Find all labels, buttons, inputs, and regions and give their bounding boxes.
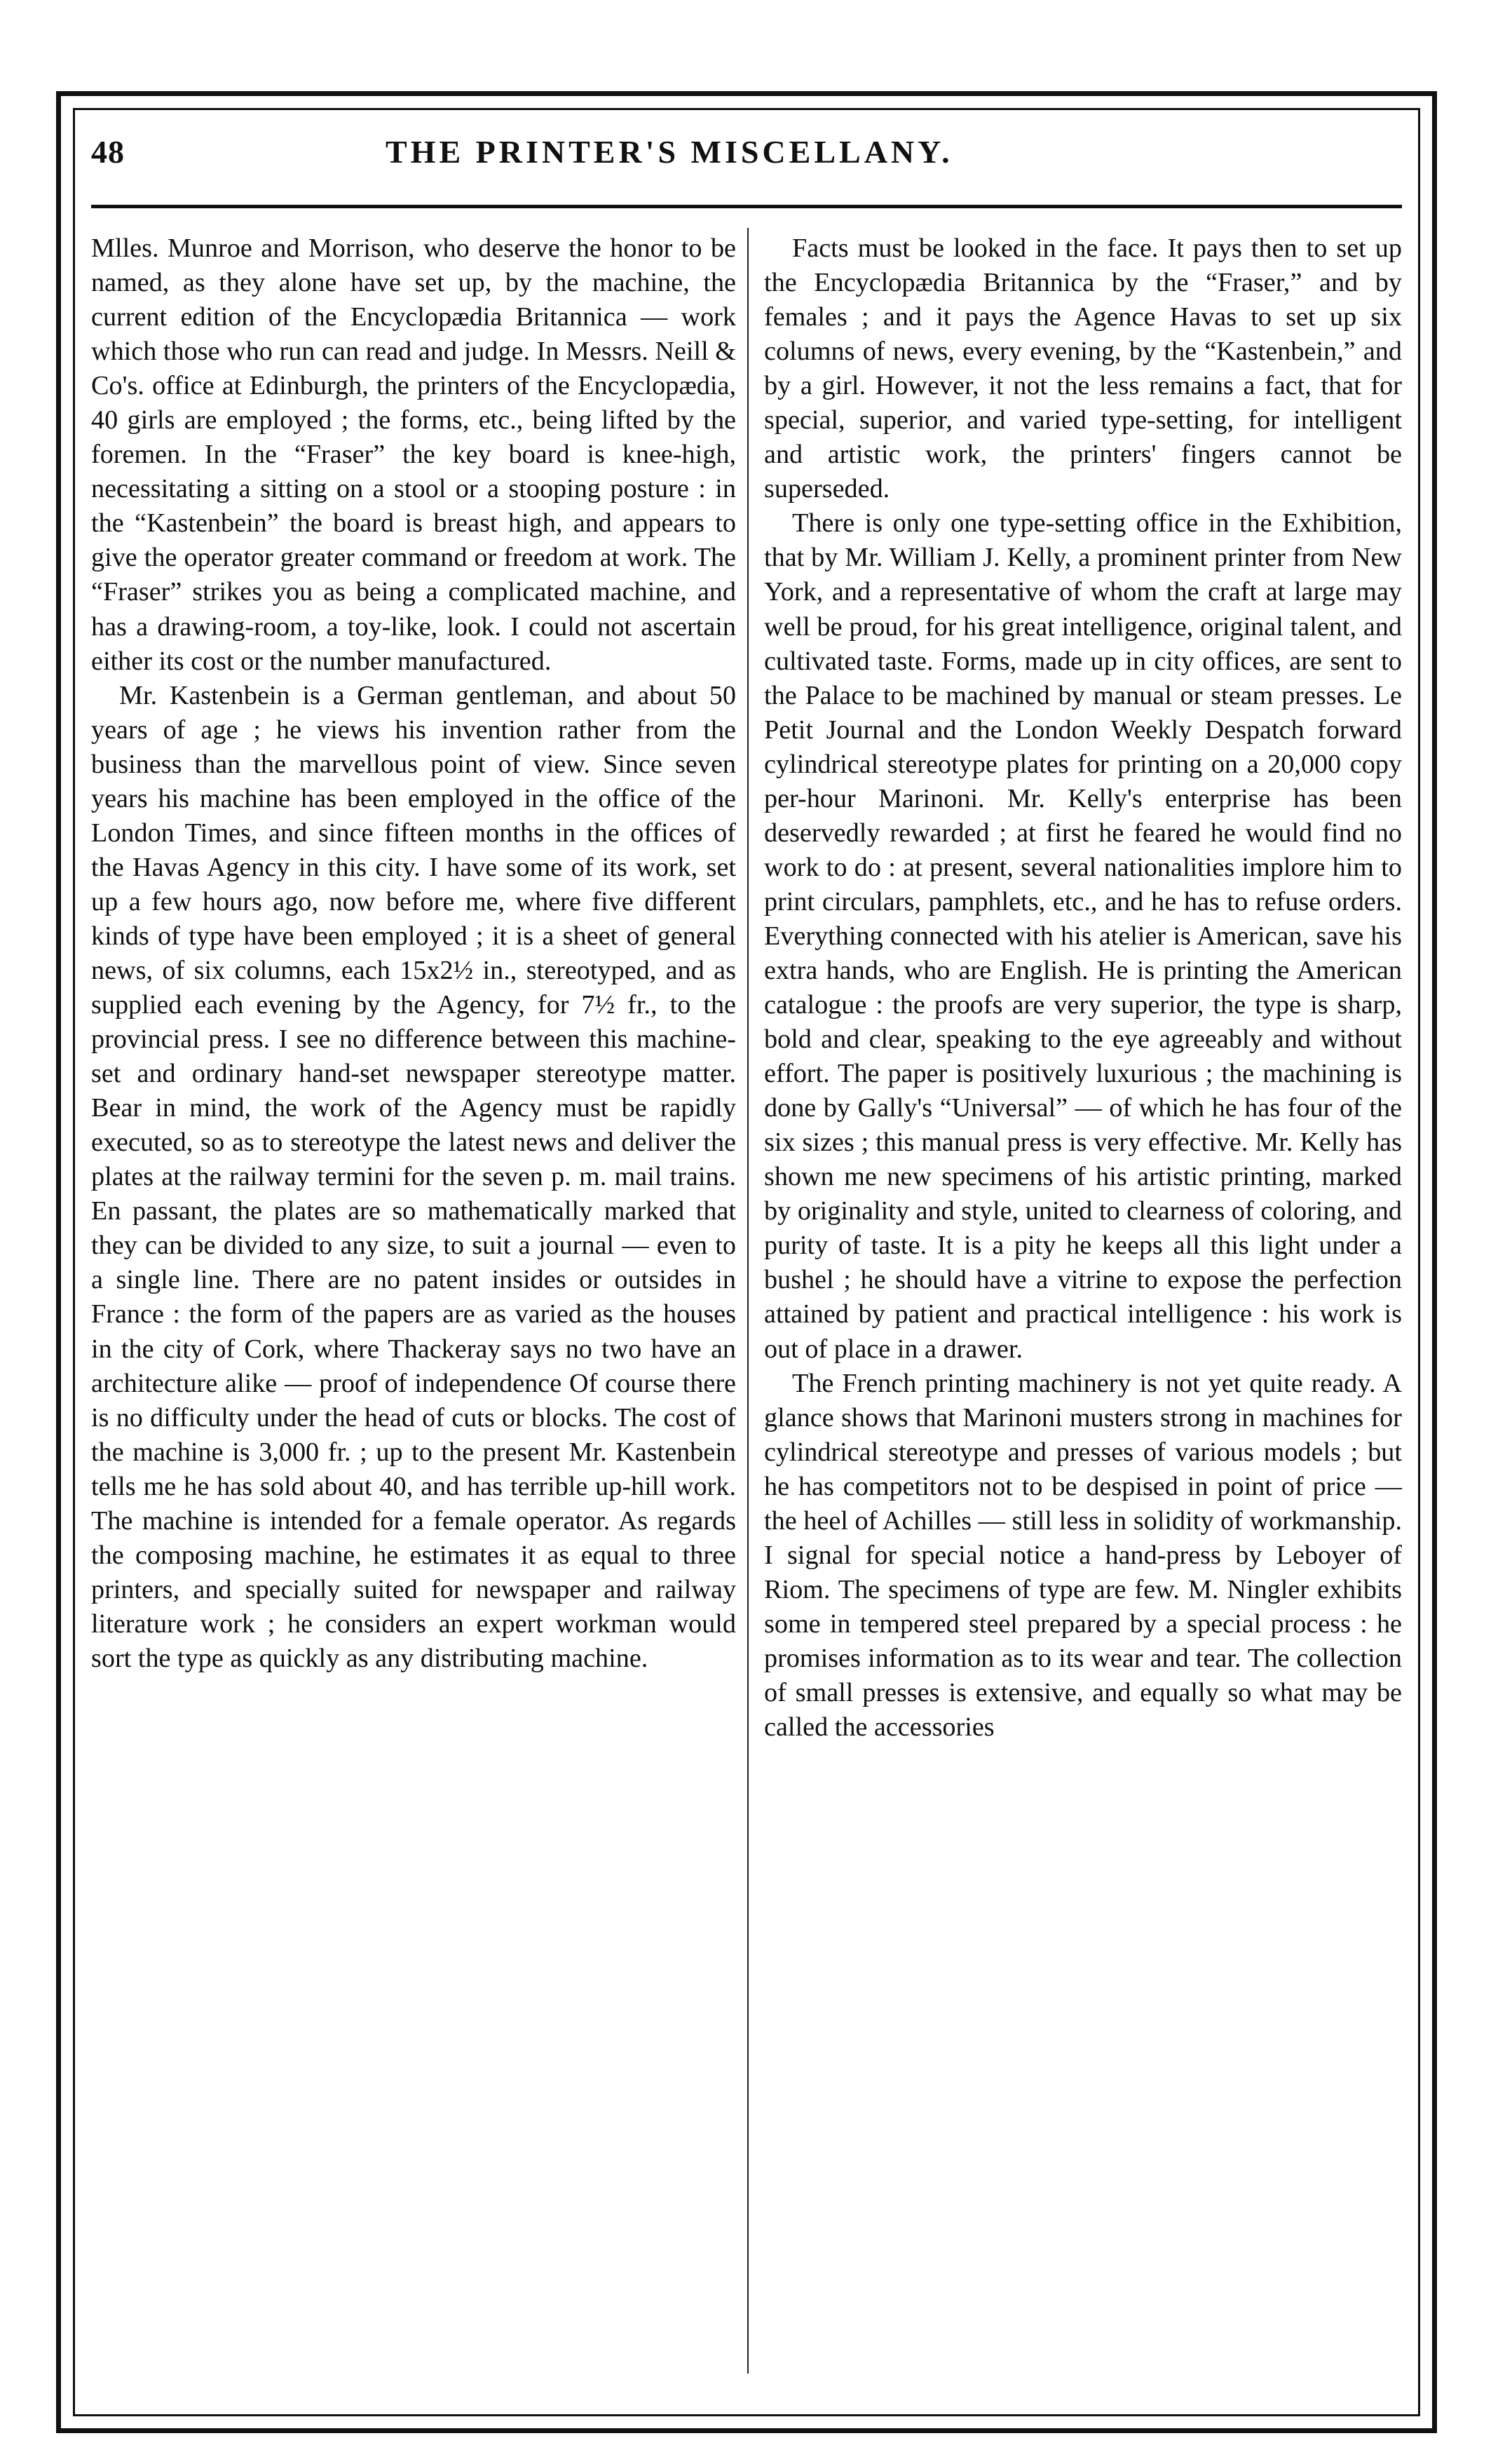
right-column	[764, 231, 1402, 1745]
left-column	[91, 231, 736, 1676]
column-divider	[747, 228, 749, 2374]
running-title: THE PRINTER'S MISCELLANY.	[386, 134, 953, 170]
header-rule	[91, 205, 1402, 208]
page-header	[91, 133, 1402, 182]
right-paragraph-1: Facts must be looked in the face. It pays then to set up the Encyclopædia Britannica by the “Fraser,” and by females ; and it pays the Agence Havas to set up six columns of news, every evening, by the “Kastenbein,” and by a girl. However, it not the less remains a fact, that for special, superior, and varied type-setting, for intelligent and artistic work, the printers' fingers cannot be superseded.	[764, 233, 1402, 504]
left-paragraph-2: Mr. Kastenbein is a German gentleman, and about 50 years of age ; he views his invention rather from the business than the marvellous point of view. Since seven years his machine has been employed in the office of the London Times, and since fifteen months in the offices of the Havas Agency in this city. I have some of its work, set up a few hours ago, now before me, where five different kinds of type have been employed ; it is a sheet of general news, of six columns, each 15x2½ in., stereotyped, and as supplied each evening by the Agency, for 7½ fr., to the provincial press. I see no difference between this machine-set and ordinary hand-set newspaper stereotype matter. Bear in mind, the work of the Agency must be rapidly executed, so as to stereotype the latest news and deliver the plates at the railway termini for the seven p. m. mail trains. En passant, the plates are so mathematically marked that they can be divided to any size, to suit a journal — even to a single line. There are no patent insides or outsides in France : the form of the papers are as varied as the houses in the city of Cork, where Thackeray says no two have an architecture alike — proof of independence Of course there is no difficulty under the head of cuts or blocks. The cost of the machine is 3,000 fr. ; up to the present Mr. Kastenbein tells me he has sold about 40, and has terrible up-hill work. The machine is intended for a female operator. As regards the composing machine, he estimates it as equal to three printers, and specially suited for newspaper and railway literature work ; he considers an expert workman would sort the type as quickly as any distributing machine.	[91, 680, 736, 1673]
right-paragraph-3: The French printing machinery is not yet quite ready. A glance shows that Marinoni musters strong in machines for cylindrical stereotype and presses of various models ; but he has competitors not to be despised in point of price — the heel of Achilles — still less in solidity of workmanship. I signal for special notice a hand-press by Leboyer of Riom. The specimens of type are few. M. Ningler exhibits some in tempered steel prepared by a special process : he promises information as to its wear and tear. The collection of small presses is extensive, and equally so what may be called the accessories	[764, 1368, 1402, 1742]
page-number: 48	[91, 134, 125, 170]
left-paragraph-1: Mlles. Munroe and Morrison, who deserve the honor to be named, as they alone have set up, by the machine, the current edition of the Encyclopædia Britannica — work which those who run can read and judge. In Messrs. Neill & Co's. office at Edinburgh, the printers of the Encyclopædia, 40 girls are employed ; the forms, etc., being lifted by the foremen. In the “Fraser” the key board is knee-high, necessitating a sitting on a stool or a stooping posture : in the “Kastenbein” the board is breast high, and appears to give the operator greater command or freedom at work. The “Fraser” strikes you as being a complicated machine, and has a drawing-room, a toy-like, look. I could not ascertain either its cost or the number manufactured.	[91, 233, 736, 676]
right-paragraph-2: There is only one type-setting office in the Exhibition, that by Mr. William J. Kelly, a prominent printer from New York, and a representative of whom the craft at large may well be proud, for his great intelligence, original talent, and cultivated taste. Forms, made up in city offices, are sent to the Palace to be machined by manual or steam presses. Le Petit Journal and the London Weekly Despatch forward cylindrical stereotype plates for printing on a 20,000 copy per-hour Marinoni. Mr. Kelly's enterprise has been deservedly rewarded ; at first he feared he would find no work to do : at present, several nationalities implore him to print circulars, pamphlets, etc., and he has to refuse orders. Everything connected with his atelier is American, save his extra hands, who are English. He is printing the American catalogue : the proofs are very superior, the type is sharp, bold and clear, speaking to the eye agreeably and without effort. The paper is positively luxurious ; the machining is done by Gally's “Universal” — of which he has four of the six sizes ; this manual press is very effective. Mr. Kelly has shown me new specimens of his artistic printing, marked by originality and style, united to clearness of coloring, and purity of taste. It is a pity he keeps all this light under a bushel ; he should have a vitrine to expose the perfection attained by patient and practical intelligence : his work is out of place in a drawer.	[764, 508, 1402, 1364]
